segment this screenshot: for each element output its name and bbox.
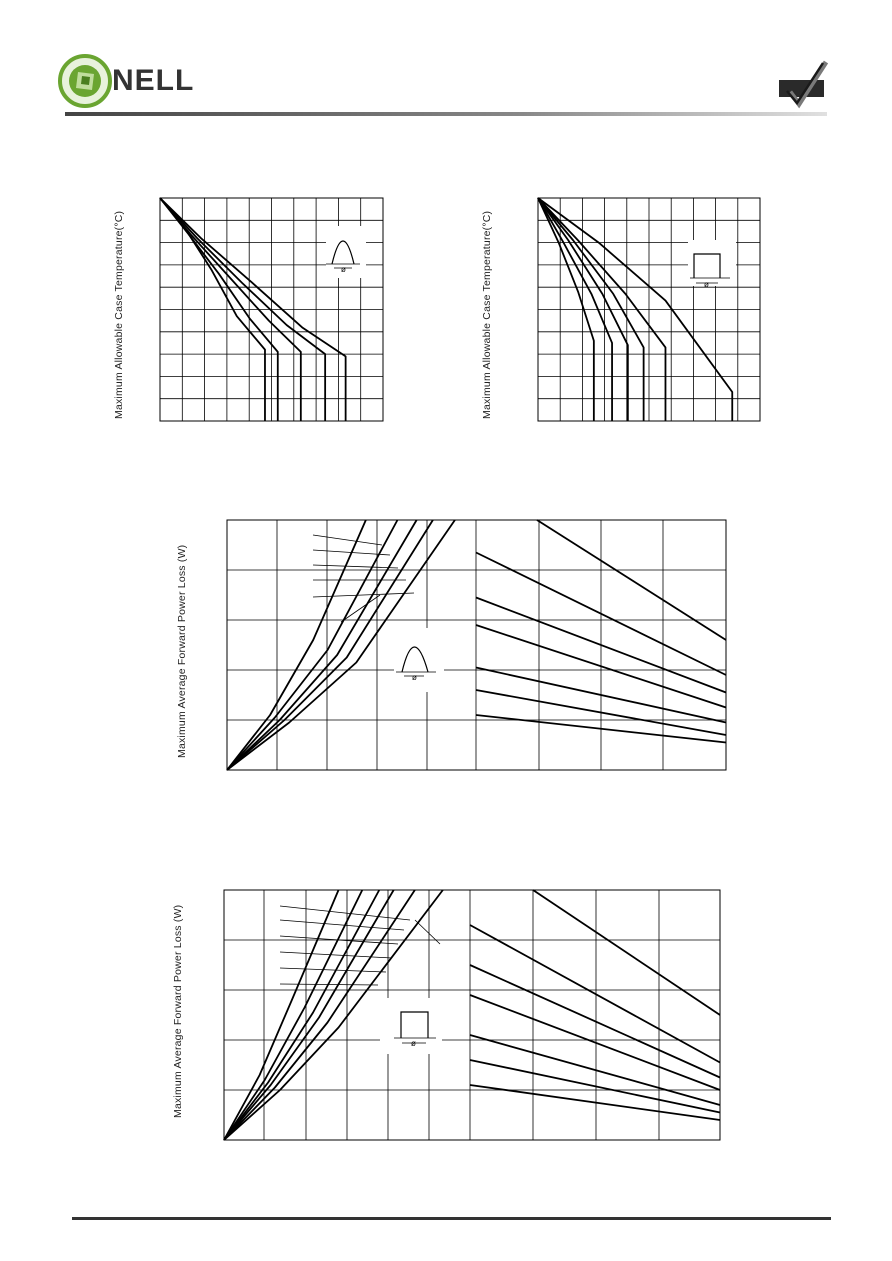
chart-4-leader-6 — [280, 984, 378, 985]
square-wave-icon — [688, 240, 736, 289]
chart-3-ylabel: Maximum Average Forward Power Loss (W) — [176, 544, 188, 758]
chart-4-right-series-1 — [533, 890, 720, 1015]
chart-4-leader-5 — [280, 968, 386, 972]
chart-4-left-series-3 — [224, 890, 379, 1140]
chart-2-grid — [538, 198, 760, 421]
square-wave-icon — [380, 998, 442, 1054]
chart-4-grid — [224, 890, 720, 1140]
svg-text:ø: ø — [412, 673, 417, 682]
chart-3-leader-6 — [341, 595, 380, 622]
chart-1-ylabel: Maximum Allowable Case Temperature(°C) — [113, 210, 125, 419]
header-rule — [65, 112, 827, 116]
svg-text:ø: ø — [411, 1039, 416, 1048]
chart-4 — [172, 890, 720, 1140]
chart-3-leader-3 — [313, 565, 398, 568]
chart-3-left-series-2 — [227, 520, 397, 770]
chart-2 — [481, 198, 760, 421]
chart-4-leader-2 — [280, 920, 404, 930]
chart-1 — [113, 198, 383, 421]
chart-4-lines — [224, 890, 720, 1140]
chart-4-right-series-5 — [470, 1035, 720, 1105]
plot-frame — [224, 890, 720, 1140]
chart-4-leader-1 — [280, 906, 410, 920]
chart-3-leader-5 — [313, 593, 414, 597]
nell-logo-icon — [60, 56, 110, 106]
chart-4-right-series-3 — [470, 965, 720, 1078]
chart-4-right-series-6 — [470, 1060, 720, 1113]
chart-3-lines — [227, 520, 726, 770]
chart-3-left-series-1 — [227, 520, 366, 770]
checkmark-icon — [779, 62, 826, 104]
svg-text:ø: ø — [704, 280, 709, 289]
chart-3-right-series-1 — [537, 520, 726, 640]
chart-3-grid — [227, 520, 726, 770]
brand-name: NELL — [112, 64, 195, 97]
half-sine-icon — [394, 628, 444, 692]
chart-3-leader-1 — [313, 535, 382, 545]
chart-4-ylabel: Maximum Average Forward Power Loss (W) — [172, 904, 184, 1118]
half-sine-icon — [326, 226, 366, 278]
chart-4-leader-7 — [415, 920, 440, 944]
svg-text:ø: ø — [341, 265, 346, 274]
plot-frame — [227, 520, 726, 770]
chart-4-leader-4 — [280, 952, 392, 958]
chart-2-ylabel: Maximum Allowable Case Temperature(°C) — [481, 210, 493, 419]
footer-rule — [72, 1217, 831, 1220]
header — [60, 56, 827, 116]
chart-3 — [176, 520, 726, 770]
